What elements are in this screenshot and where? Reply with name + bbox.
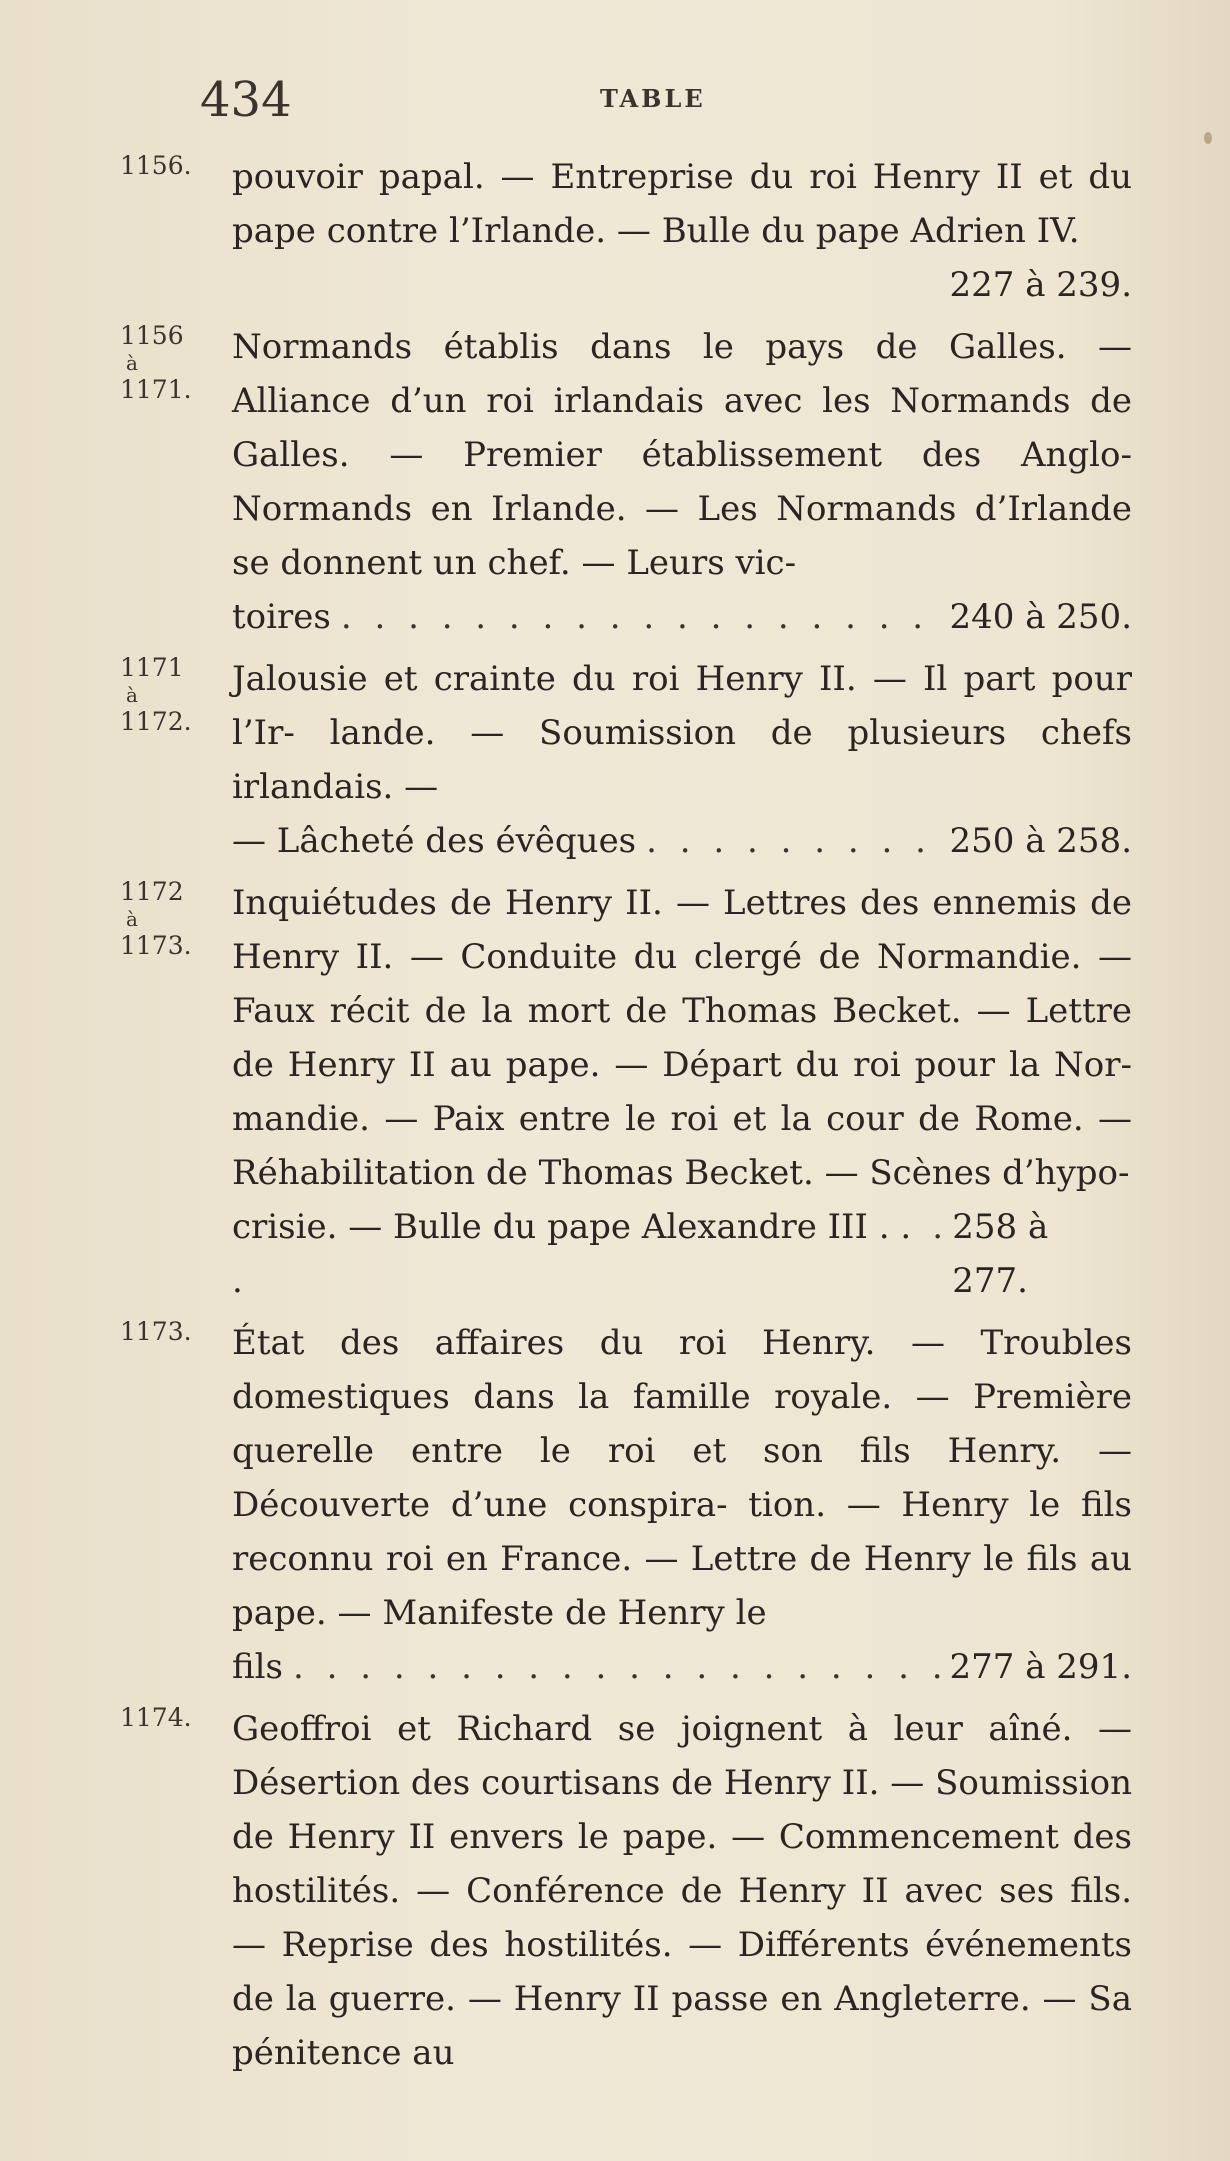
entry-pages: 277 à 291.: [949, 1647, 1132, 1687]
entry-leader-line: [232, 1200, 1132, 1308]
entry-date: 1156.: [120, 151, 192, 180]
entry-leader-line: [232, 814, 1132, 868]
entry-text: État des affaires du roi Henry. — Troubles domestiques dans la famille royale. — Première querelle entre le roi et son fils Henry. — Découverte d’une conspira- tion. — Henry le fils reconnu roi en France. — Lettre de Henry le fils au pape. — Manifeste de Henry le: [232, 1323, 1132, 1633]
running-title: TABLE: [600, 84, 706, 113]
dot-leader: [646, 814, 939, 868]
entry-date: 1172 à 1173.: [120, 877, 192, 960]
toc-entry: [0, 150, 1230, 312]
page-header: [0, 72, 1230, 132]
entry-date: 1171 à 1172.: [120, 653, 192, 736]
dot-leader: [932, 1200, 942, 1254]
toc-entry: [0, 876, 1230, 1308]
entry-date: 1174.: [120, 1703, 192, 1732]
toc-entry: [0, 1702, 1230, 2080]
entry-last-line: crisie. — Bulle du pape Alexandre III . . .: [232, 1207, 912, 1301]
entry-text: Inquiétudes de Henry II. — Lettres des ennemis de Henry II. — Conduite du clergé de Normandie. — Faux récit de la mort de Thomas Becket. — Lettre de Henry II au pape. — Départ du roi pour la Nor- mandie. — Paix entre le roi et la cour de Rome. — Réhabilitation de Thomas Becket. — Scènes d’hypo-: [232, 883, 1132, 1193]
entry-text: Normands établis dans le pays de Galles. — Alliance d’un roi irlandais avec les Normands de Galles. — Premier établissement des Anglo-Normands en Irlande. — Les Normands d’Irlande se donnent un chef. — Leurs vic-: [232, 327, 1132, 583]
table-of-contents: [0, 150, 1230, 2088]
toc-entry: [0, 320, 1230, 644]
entry-text: Geoffroi et Richard se joignent à leur aîné. — Désertion des courtisans de Henry II. — Soumission de Henry II envers le pape. — Commencement des hostilités. — Conférence de Henry II avec ses fils. — Reprise des hostilités. — Différents événements de la guerre. — Henry II passe en Angleterre. — Sa pénitence au: [232, 1709, 1132, 2073]
entry-pages: 227 à 239.: [949, 265, 1132, 305]
entry-pages: 250 à 258.: [949, 821, 1132, 861]
page-number: 434: [200, 72, 292, 128]
entry-date: 1173.: [120, 1317, 192, 1346]
toc-entry: [0, 652, 1230, 868]
entry-leader-line: [232, 1640, 1132, 1694]
entry-date: 1156 à 1171.: [120, 321, 192, 404]
dot-leader: [341, 590, 940, 644]
entry-text: pouvoir papal. — Entreprise du roi Henry II et du pape contre l’Irlande. — Bulle du pape Adrien IV.: [232, 157, 1132, 251]
dot-leader: [293, 1640, 940, 1694]
entry-pages: 258 à 277.: [952, 1207, 1049, 1301]
entry-last-line: fils: [232, 1647, 283, 1687]
entry-last-line: — Lâcheté des évêques: [232, 821, 637, 861]
toc-entry: [0, 1316, 1230, 1694]
entry-pages: 240 à 250.: [949, 597, 1132, 637]
paper-speck: [1204, 132, 1212, 144]
entry-text: Jalousie et crainte du roi Henry II. — Il part pour l’Ir- lande. — Soumission de plusieurs chefs irlandais. —: [232, 659, 1132, 807]
entry-last-line: toires: [232, 597, 331, 637]
entry-leader-line: [232, 590, 1132, 644]
